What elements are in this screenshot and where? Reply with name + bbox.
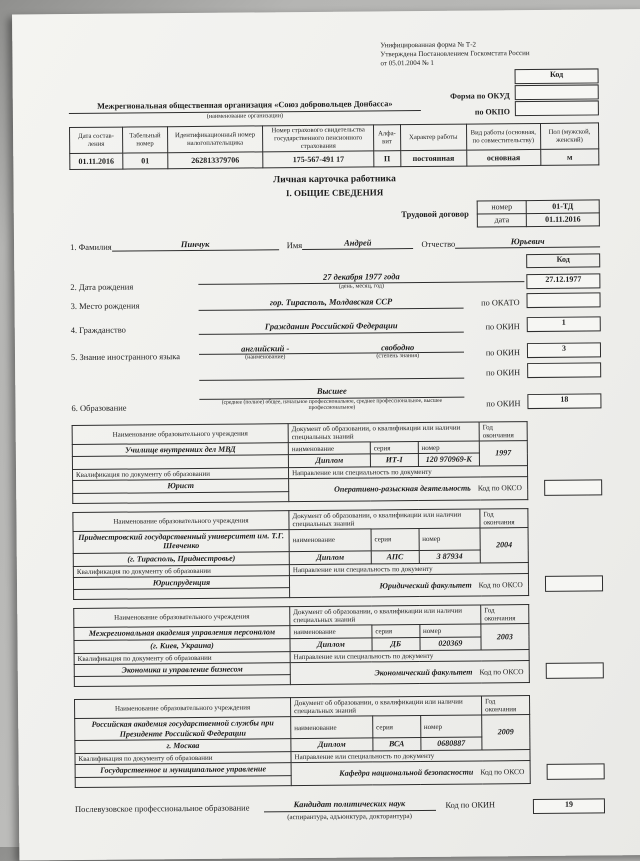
graduation-year: 2003 <box>481 624 529 650</box>
education-valwrap <box>199 385 464 412</box>
okin-label-postgraduate: Код по ОКИН <box>445 798 495 810</box>
language-label: 5. Знание иностранного языка <box>71 351 199 362</box>
series-header: серия <box>372 625 420 638</box>
info-table-value-row <box>70 149 599 170</box>
field-citizenship <box>71 316 601 336</box>
specialty-value: Экономический факультет <box>375 667 473 677</box>
field-full-name <box>70 235 600 252</box>
codes-block <box>427 69 599 118</box>
specialty-cell <box>289 477 528 502</box>
language-level-value: свободно <box>331 341 464 352</box>
section-title: I. ОБЩИЕ СВЕДЕНИЯ <box>70 185 600 200</box>
number-value: 020369 <box>420 637 481 650</box>
document-header: Документ об образовании, о квалификации или наличии специальных знаний <box>289 509 480 530</box>
header-tab-num: Табельный номер <box>122 127 167 154</box>
okpo-value-box <box>515 101 599 117</box>
empty-cell <box>75 775 291 787</box>
field-foreign-language-2 <box>71 363 601 383</box>
institution-name: Приднестровский государственный университет им. Т.Г. Шевченко <box>73 529 289 553</box>
series-header: серия <box>370 441 418 454</box>
education-block-3 <box>73 604 604 688</box>
birth-date-caption: (день, месяц, год) <box>198 282 524 291</box>
education-block-2 <box>72 507 603 600</box>
okud-value-box <box>515 85 599 101</box>
value-snils: 175-567-491 17 <box>263 151 374 168</box>
institution-location: г. Москва <box>75 739 291 753</box>
okin-label-education: по ОКИН <box>464 399 525 409</box>
okin-label-language2: по ОКИН <box>464 368 525 378</box>
okso-code-box <box>545 576 603 593</box>
form-approval-note <box>380 39 598 68</box>
okin-code-language: 3 <box>527 343 601 359</box>
doc-name-value: Диплом <box>288 454 370 467</box>
specialty-cell <box>290 660 529 685</box>
number-header: номер <box>419 624 480 637</box>
birth-date-code: 27.12.1977 <box>526 273 600 289</box>
contract-date-label: дата <box>477 213 526 226</box>
graduation-year: 2004 <box>480 527 528 562</box>
specialty-cell <box>291 761 530 786</box>
value-inn: 262813379706 <box>168 152 263 169</box>
birth-date-value: 27 декабря 1977 года <box>198 270 524 285</box>
contract-label: Трудовой договор <box>401 208 477 219</box>
surname-label: 1. Фамилия <box>70 241 112 252</box>
field-birth-place <box>70 292 600 312</box>
language-level-caption: (степень знания) <box>331 352 464 360</box>
header-work-nature: Характер работы <box>400 124 466 151</box>
number-value: 120 970969-К <box>418 453 479 466</box>
doc-name-header: наименование <box>289 529 371 552</box>
institution-header: Наименование образовательного учреждения <box>74 607 290 628</box>
okpo-label: по ОКПО <box>475 107 515 117</box>
citizenship-label: 4. Гражданство <box>71 324 199 335</box>
okud-label: Форма по ОКУД <box>450 91 515 101</box>
okso-code-box <box>547 763 605 780</box>
okin-code-citizenship: 1 <box>527 316 601 332</box>
language-valwrap <box>199 341 464 361</box>
header-inn: Идентификационный номер налогоплательщика <box>167 126 262 153</box>
series-value: ИТ-I <box>370 454 418 467</box>
education-table-2 <box>72 508 529 600</box>
employee-info-table <box>69 123 599 171</box>
institution-name: Училище внутренних дел МВД <box>72 443 288 457</box>
qualification-value: Юрист <box>73 479 289 493</box>
note-line: от 05.01.2004 № 1 <box>380 58 598 69</box>
note-line: Утверждена Постановлением Госкомстата России <box>380 49 598 60</box>
education-value: Высшее <box>199 385 464 399</box>
postgraduate-label: Послевузовское профессиональное образование <box>75 800 250 814</box>
okso-label: Код по ОКСО <box>478 484 522 493</box>
patronymic-label: Отчество <box>413 238 455 249</box>
institution-name: Межрегиональная академия управления персоналом <box>74 626 290 640</box>
contract-date-value: 01.11.2016 <box>526 213 599 227</box>
code-column-header: Код <box>526 253 600 268</box>
field-education-level <box>71 384 601 413</box>
specialty-value: Оперативно-разыскная деятельность <box>334 484 471 495</box>
okso-code-box <box>546 663 604 680</box>
form-t2-content <box>12 9 640 838</box>
year-header: Год окончания <box>482 696 530 716</box>
document-header: Документ об образовании, о квалификации или наличии специальных знаний <box>290 605 481 626</box>
value-date: 01.11.2016 <box>70 153 123 169</box>
okud-row <box>427 85 599 102</box>
series-header: серия <box>371 528 419 551</box>
specialty-header: Направление или специальность по документу <box>289 466 528 479</box>
code-header-row <box>427 69 599 86</box>
specialty-value: Кафедра национальной безопасности <box>339 768 473 779</box>
doc-name-value: Диплом <box>289 551 371 564</box>
document-title: Личная карточка работника <box>69 173 599 189</box>
language-name-caption: (наименование) <box>199 354 332 362</box>
contract-number-row <box>477 200 599 214</box>
education-caption: (среднее (полное) общее, начальное профессиональное, среднее профессиональное, высшее профессиональное) <box>199 397 464 412</box>
value-tab-num: 01 <box>123 153 168 169</box>
okato-code <box>526 292 600 308</box>
specialty-header: Направление или специальность по документу <box>289 562 528 575</box>
birth-date-valwrap <box>198 270 524 292</box>
header-sex: Пол (мужской, женский) <box>540 123 598 150</box>
okso-label: Код по ОКСО <box>480 767 524 776</box>
empty-cell <box>74 675 290 687</box>
empty-cell <box>74 588 290 600</box>
citizenship-value: Гражданин Российской Федерации <box>199 320 464 334</box>
year-header: Год окончания <box>480 508 528 528</box>
contract-table <box>477 199 600 227</box>
birth-place-label: 3. Место рождения <box>71 300 199 311</box>
qualification-value: Экономика и управление бизнесом <box>74 662 290 676</box>
okin-code-language2 <box>527 363 601 379</box>
specialty-value: Юридический факультет <box>379 580 471 590</box>
series-value: ВСА <box>373 738 421 751</box>
patronymic-value: Юрьевич <box>455 235 600 248</box>
organization-caption: (наименование организации) <box>69 111 421 122</box>
okin-label-language: по ОКИН <box>464 348 525 358</box>
doc-name-header: наименование <box>290 625 372 638</box>
education-block-1 <box>72 420 603 504</box>
okin-code-postgraduate: 19 <box>533 798 605 814</box>
education-block-4 <box>74 695 605 788</box>
postgraduate-block <box>75 797 605 823</box>
doc-name-header: наименование <box>288 442 370 455</box>
qualification-header: Квалификация по документу об образовании <box>75 752 291 765</box>
header-alphabet: Алфавит <box>374 125 401 151</box>
okpo-row <box>427 101 599 118</box>
header-codes-area <box>69 69 599 122</box>
value-work-nature: постоянная <box>400 150 466 167</box>
doc-name-value: Диплом <box>290 638 372 651</box>
education-table-4 <box>74 695 531 787</box>
value-alphabet: П <box>374 151 401 167</box>
okin-label-citizenship: по ОКИН <box>464 322 525 332</box>
organization-block <box>69 99 427 122</box>
okso-label: Код по ОКСО <box>479 667 523 676</box>
number-value: З 87934 <box>419 550 480 563</box>
empty-cell <box>73 491 289 503</box>
education-table-1 <box>72 421 528 504</box>
graduation-year: 1997 <box>479 440 527 466</box>
spacer <box>71 381 199 382</box>
specialty-cell <box>289 573 528 598</box>
year-header: Год окончания <box>481 605 529 625</box>
labor-contract-block <box>70 199 600 231</box>
number-header: номер <box>420 715 482 738</box>
institution-header: Наименование образовательного учреждения <box>75 698 291 719</box>
number-header: номер <box>419 528 481 551</box>
year-header: Год окончания <box>479 421 527 441</box>
institution-header: Наименование образовательного учреждения <box>73 510 289 531</box>
doc-name-value: Диплом <box>291 738 373 751</box>
okso-label: Код по ОКСО <box>479 580 523 589</box>
contract-date-row <box>477 213 599 227</box>
header-snils: Номер страхового свидетельства государственного пенсионного страхования <box>263 125 374 152</box>
doc-name-header: наименование <box>291 716 373 739</box>
series-value: АПС <box>371 551 419 564</box>
contract-number-value: 01-ТД <box>526 200 599 214</box>
graduation-year: 2009 <box>482 715 530 750</box>
qualification-value: Юриспруденция <box>73 575 289 589</box>
okso-code-box <box>544 479 602 496</box>
postgraduate-valwrap <box>263 799 435 822</box>
header-work-type: Вид работы (основная, по совместительству) <box>466 124 540 151</box>
education-table-3 <box>73 604 529 687</box>
value-sex: м <box>540 149 598 166</box>
postgraduate-caption: (аспирантура, адъюнктура, докторантура) <box>287 812 412 822</box>
document-page <box>12 9 640 861</box>
institution-location: (г. Киев, Украина) <box>74 639 290 653</box>
qualification-value: Государственное и муниципальное управление <box>75 763 291 777</box>
field-foreign-language <box>71 340 601 362</box>
organization-name: Межрегиональная общественная организация «Союз добровольцев Донбасса» <box>69 99 421 114</box>
surname-value: Пинчук <box>112 238 279 252</box>
series-value: ДБ <box>372 637 420 650</box>
qualification-header: Квалификация по документу об образовании <box>73 564 289 577</box>
number-value: 0680887 <box>420 737 481 750</box>
qualification-header: Квалификация по документу об образовании <box>74 651 290 664</box>
institution-header: Наименование образовательного учреждения <box>72 423 288 444</box>
birth-date-label: 2. Дата рождения <box>70 281 198 292</box>
header-date: Дата составления <box>70 127 123 154</box>
series-header: серия <box>373 716 421 739</box>
postgraduate-value: Кандидат политических наук <box>263 799 435 812</box>
number-header: номер <box>418 441 479 454</box>
okato-label: по ОКАТО <box>464 298 525 308</box>
institution-location: (г. Тирасполь, Приднестровье) <box>73 552 289 566</box>
language-name-value: английский - <box>199 342 332 353</box>
name-label: Имя <box>279 240 303 250</box>
birth-place-value: гор. Тирасполь, Молдавская ССР <box>199 296 464 310</box>
value-work-type: основная <box>466 150 540 167</box>
specialty-header: Направление или специальность по документу <box>290 649 529 662</box>
language-captions <box>199 352 464 361</box>
document-header: Документ об образовании, о квалификации или наличии специальных знаний <box>291 696 482 717</box>
education-label: 6. Образование <box>71 402 199 413</box>
document-header: Документ об образовании, о квалификации или наличии специальных знаний <box>288 422 479 443</box>
okin-code-education: 18 <box>527 393 601 409</box>
field-birth-date <box>70 269 600 292</box>
specialty-header: Направление или специальность по документу <box>291 750 530 763</box>
institution-name: Российская академия государственной службы при Президенте Российской Федерации <box>75 717 291 741</box>
note-line: Унифицированная форма № Т-2 <box>380 39 598 50</box>
contract-number-label: номер <box>477 200 526 213</box>
qualification-header: Квалификация по документу об образовании <box>72 468 288 481</box>
language2-value <box>199 377 464 381</box>
name-value: Андрей <box>302 237 413 250</box>
code-header-cell: Код <box>515 69 599 85</box>
